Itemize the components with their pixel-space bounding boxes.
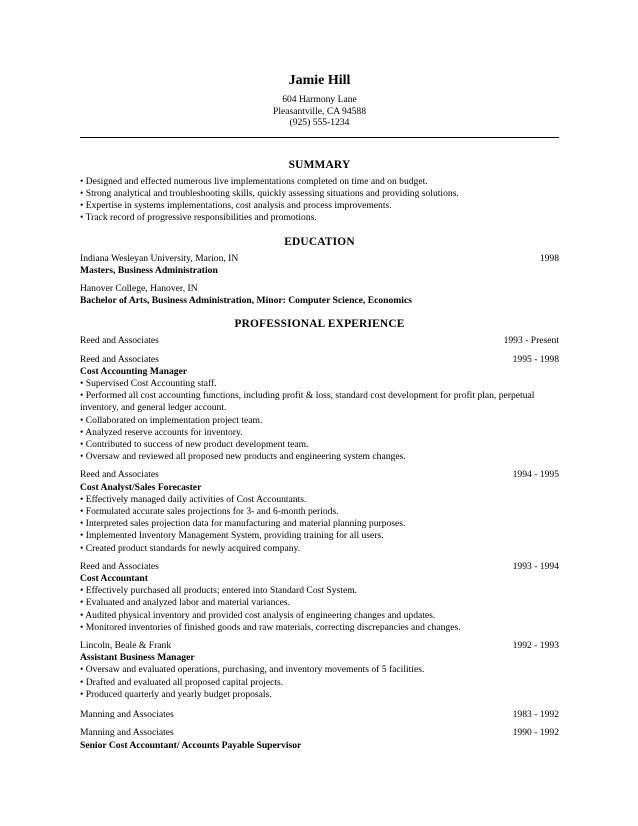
job-bullet: • Effectively managed daily activities of Cost Accountants. (80, 493, 307, 505)
employment-years: 1983 - 1992 (512, 709, 559, 721)
degree: Masters, Business Administration (80, 264, 218, 276)
job-bullet: • Audited physical inventory and provided cost analysis of engineering changes and updates. (80, 609, 436, 621)
resume-page (80, 72, 559, 752)
job-bullet: • Produced quarterly and yearly budget proposals. (80, 688, 272, 700)
education-heading: EDUCATION (284, 235, 355, 248)
job-title: Senior Cost Accountant/ Accounts Payable Supervisor (80, 739, 302, 751)
job-entry (80, 727, 559, 751)
company-name: Manning and Associates (80, 727, 174, 739)
job-bullet: • Drafted and evaluated all proposed capital projects. (80, 676, 284, 688)
job-bullet: • Collaborated on implementation project team. (80, 414, 263, 426)
job-bullet: • Evaluated and analyzed labor and material variances. (80, 597, 291, 609)
job-title: Cost Analyst/Sales Forecaster (80, 481, 202, 493)
summary-bullet: • Designed and effected numerous live implementations completed on time and on budget. (80, 175, 428, 187)
school-name: Hanover College, Hanover, IN (80, 283, 198, 294)
education-entry (80, 283, 559, 307)
job-bullet: • Contributed to success of new product development team. (80, 439, 309, 451)
employer-summary-row (80, 709, 559, 721)
company-name: Reed and Associates (80, 560, 159, 572)
company-name: Reed and Associates (80, 469, 159, 481)
job-bullet: • Supervised Cost Accounting staff. (80, 378, 217, 390)
experience-heading: PROFESSIONAL EXPERIENCE (234, 318, 405, 331)
company-name: Reed and Associates (80, 335, 159, 347)
address-line-2: Pleasantville, CA 94588 (273, 105, 366, 117)
candidate-name: Jamie Hill (288, 73, 351, 88)
job-title: Cost Accounting Manager (80, 365, 188, 377)
job-bullet: • Effectively purchased all products; entered into Standard Cost System. (80, 585, 358, 597)
company-name: Reed and Associates (80, 353, 159, 365)
job-bullet: • Monitored inventories of finished goods and raw materials, correcting discrepancies and changes. (80, 621, 461, 633)
company-name: Lincoln, Beale & Frank (80, 640, 172, 652)
employment-years: 1995 - 1998 (512, 353, 559, 365)
job-entry (80, 640, 559, 701)
job-title: Assistant Business Manager (80, 652, 195, 664)
job-bullet: • Implemented Inventory Management System, providing training for all users. (80, 530, 384, 542)
school-name: Indiana Wesleyan University, Marion, IN (80, 252, 239, 264)
job-bullet: • Interpreted sales projection data for manufacturing and material planning purposes. (80, 518, 406, 530)
job-bullet: • Oversaw and reviewed all proposed new products and engineering system changes. (80, 451, 406, 463)
employer-summary-row (80, 335, 559, 347)
job-bullet: • Formulated accurate sales projections for 3- and 6-month periods. (80, 506, 339, 518)
employment-years: 1993 - Present (503, 335, 559, 347)
company-name: Manning and Associates (80, 709, 174, 721)
degree: Bachelor of Arts, Business Administration, Minor: Computer Science, Economics (80, 295, 412, 307)
job-bullet: • Oversaw and evaluated operations, purchasing, and inventory movements of 5 facilities. (80, 664, 425, 676)
summary-bullet: • Strong analytical and troubleshooting skills, quickly assessing situations and providing solutions. (80, 187, 459, 199)
header-divider (80, 137, 559, 138)
employment-years: 1994 - 1995 (512, 469, 559, 481)
employment-years: 1993 - 1994 (512, 560, 559, 572)
summary-bullet: • Track record of progressive responsibilities and promotions. (80, 212, 317, 224)
job-entry (80, 354, 559, 464)
address-line-1: 604 Harmony Lane (282, 94, 357, 105)
job-title: Cost Accountant (80, 573, 148, 585)
job-bullet: • Performed all cost accounting functions, including profit & loss, standard cost development for profit plan, perpetual inventory, and general ledger account. (80, 390, 535, 414)
graduation-year: 1998 (539, 252, 559, 264)
job-bullet: • Analyzed reserve accounts for inventory. (80, 426, 243, 438)
phone-number: (925) 555-1234 (289, 117, 350, 129)
job-entry (80, 561, 559, 634)
employment-years: 1990 - 1992 (512, 727, 559, 739)
education-entry (80, 253, 559, 277)
job-entry (80, 469, 559, 554)
summary-heading: SUMMARY (288, 158, 351, 171)
job-bullet: • Created product standards for newly acquired company. (80, 542, 301, 554)
employment-years: 1992 - 1993 (512, 640, 559, 652)
resume-header (80, 72, 559, 129)
summary-list (80, 176, 559, 225)
summary-bullet: • Expertise in systems implementations, cost analysis and process improvements. (80, 200, 392, 212)
